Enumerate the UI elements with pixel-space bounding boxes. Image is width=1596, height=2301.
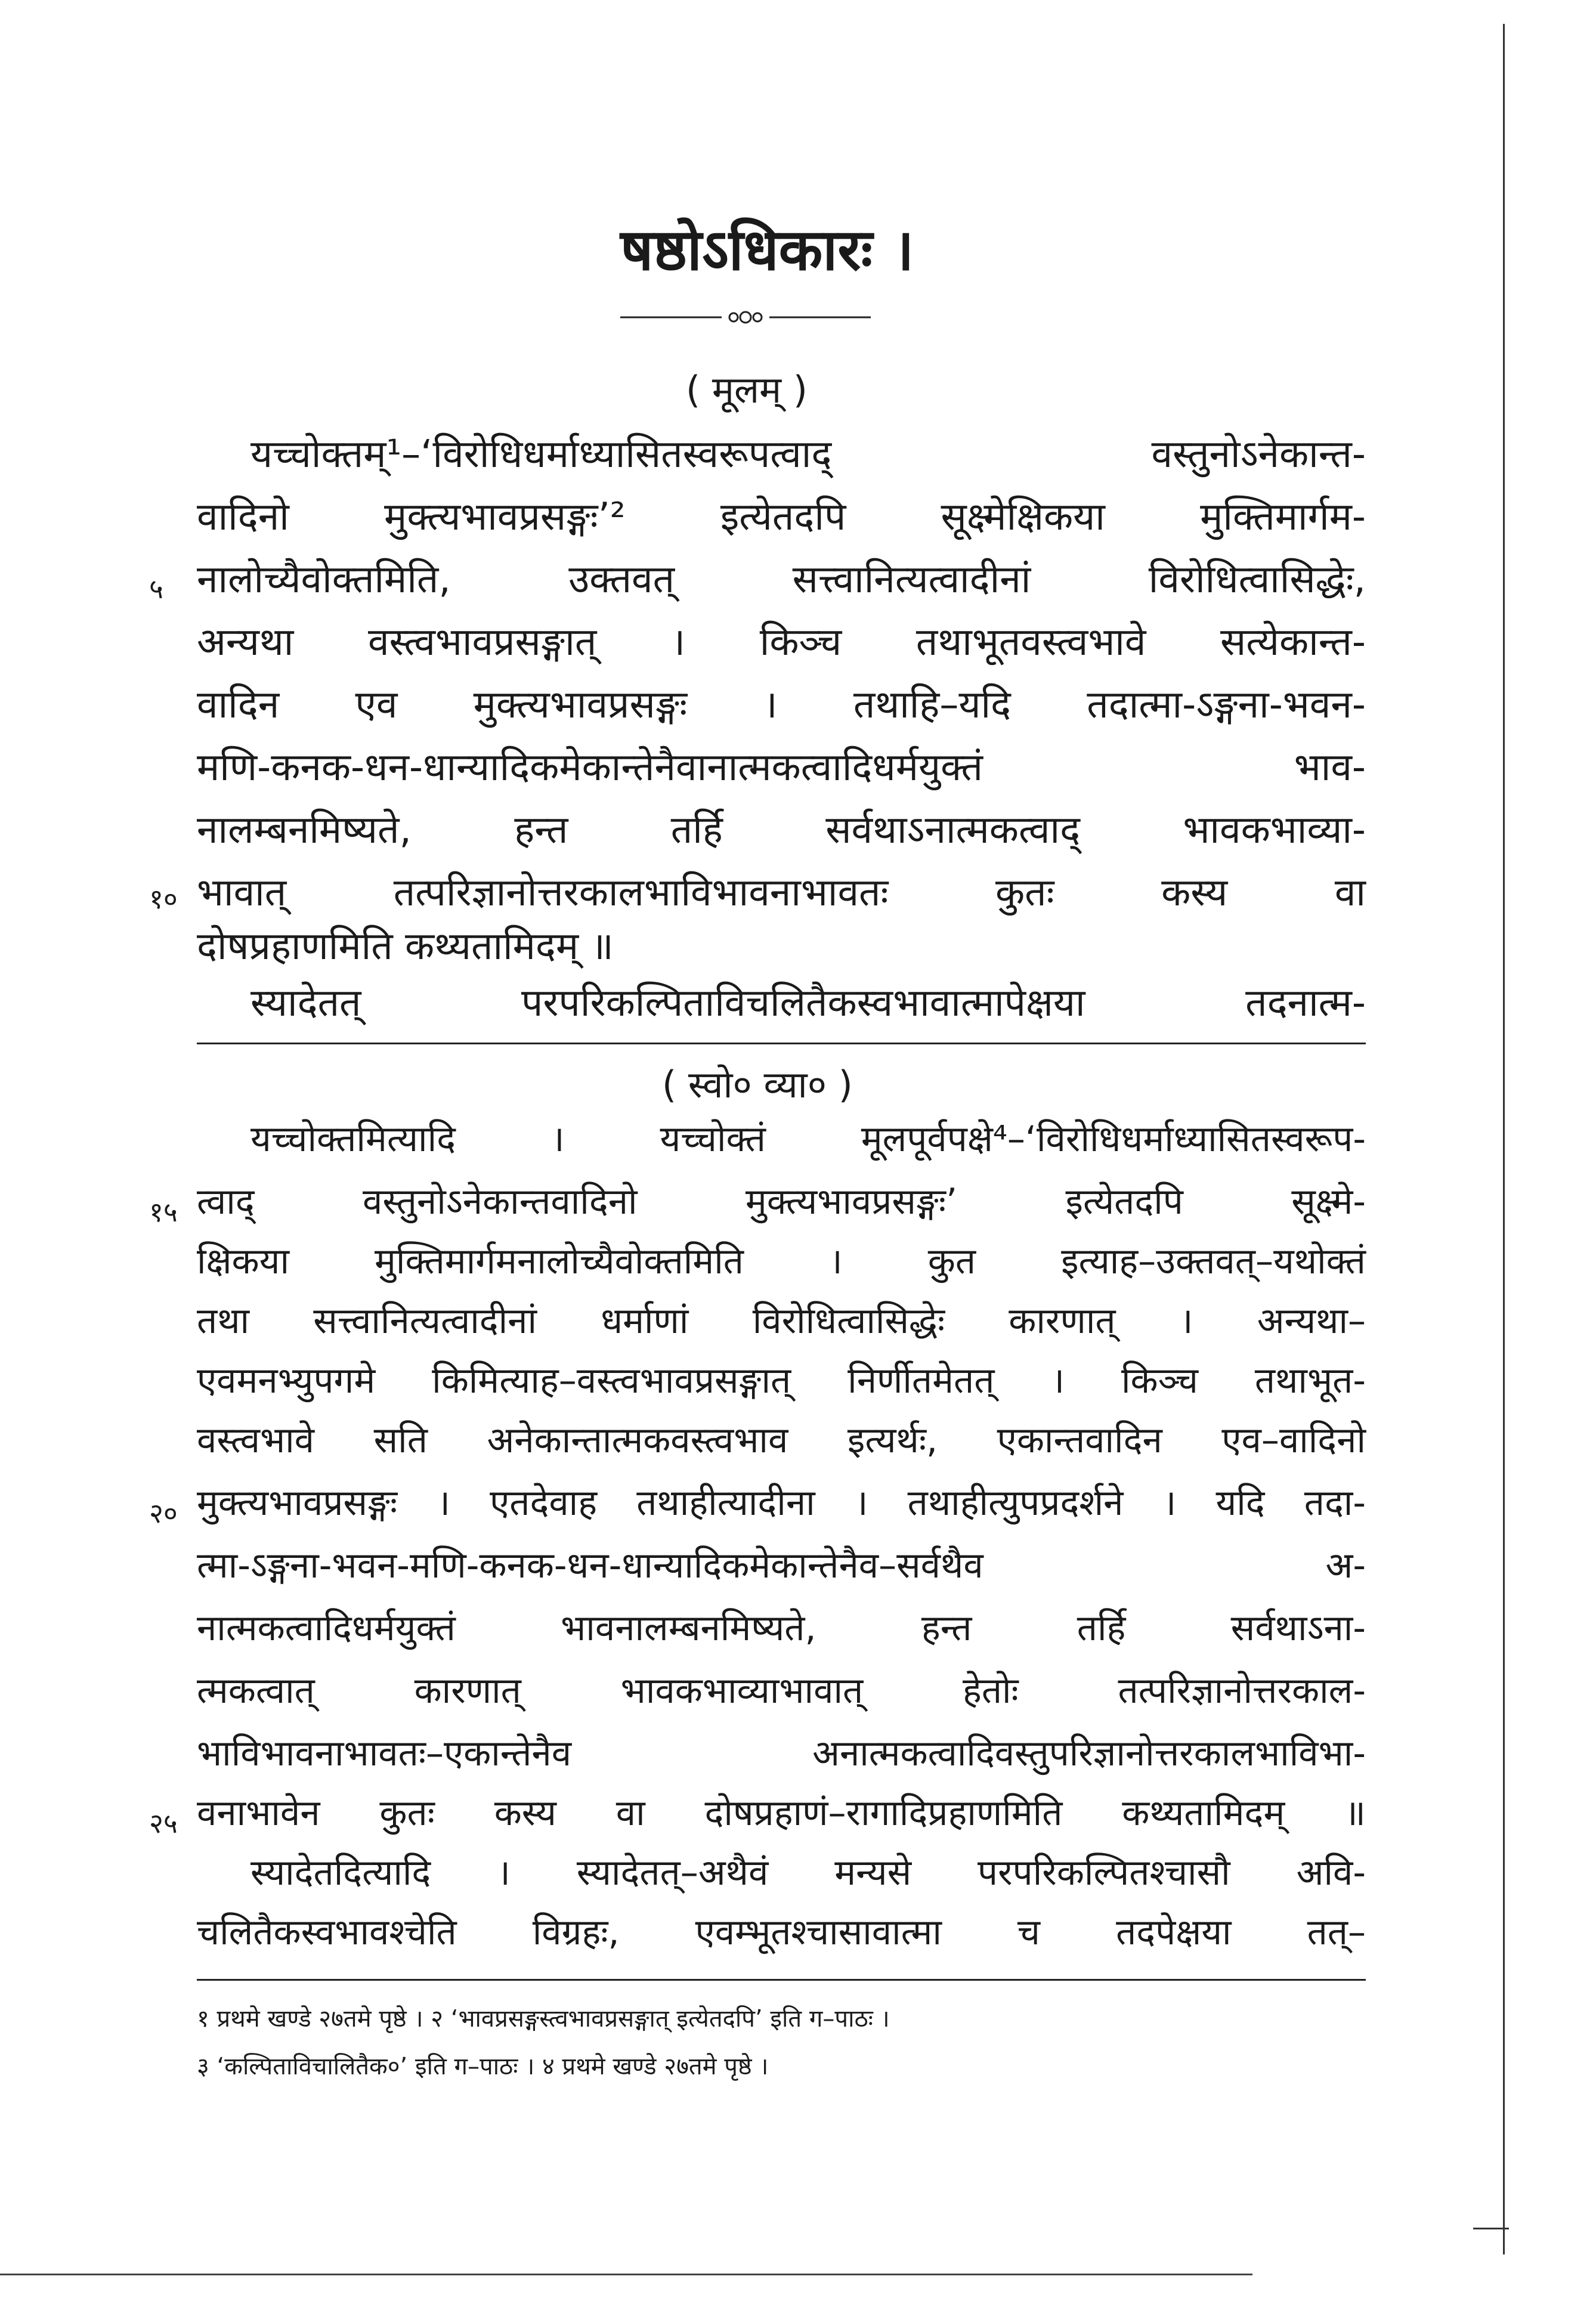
line-number: १० xyxy=(149,883,178,915)
commentary-line: भाविभावनाभावतः–एकान्तेनैव अनात्मकत्वादिवस्तुपरिज्ञानोत्तरकालभाविभा- xyxy=(197,1733,1366,1774)
line-number: १५ xyxy=(149,1196,178,1228)
commentary-heading: ( स्वो० व्या० ) xyxy=(662,1063,853,1106)
section-rule xyxy=(197,1043,1366,1044)
mulam-heading: ( मूलम् ) xyxy=(686,368,808,412)
mulam-line: स्यादेतत् परपरिकल्पिताविचलितैकस्वभावात्मापेक्षया तदनात्म- xyxy=(250,981,1366,1025)
line-number: २० xyxy=(149,1497,178,1529)
page-edge-bottom xyxy=(0,2274,1252,2275)
page-edge-right xyxy=(1503,24,1505,2254)
footnote-line: १ प्रथमे खण्डे २७तमे पृष्ठे । २ ‘भावप्रसङ्गस्त्वभावप्रसङ्गात् इत्येतदपि’ इति ग–पाठः । xyxy=(197,2005,890,2033)
mulam-line: यच्चोक्तम्¹–‘विरोधिधर्माध्यासितस्वरूपत्वाद् वस्तुनोऽनेकान्त- xyxy=(250,432,1366,477)
commentary-line: वनाभावेन कुतः कस्य वा दोषप्रहाणं–रागादिप्रहाणमिति कथ्यतामिदम् ॥ xyxy=(197,1792,1366,1834)
commentary-line: क्षिकया मुक्तिमार्गमनालोच्यैवोक्तमिति । कुत इत्याह–उक्तवत्–यथोक्तं xyxy=(197,1241,1366,1282)
chapter-title: षष्ठोऽधिकारः । xyxy=(620,217,914,283)
commentary-line: स्यादेतदित्यादि । स्यादेतत्–अथैवं मन्यसे परपरिकल्पितश्चासौ अवि- xyxy=(250,1852,1366,1894)
commentary-line: त्मा-ऽङ्गना-भवन-मणि-कनक-धन-धान्यादिकमेकान्तेनैव–सर्वथैव अ- xyxy=(197,1545,1366,1586)
mulam-line: मणि-कनक-धन-धान्यादिकमेकान्तेनैवानात्मकत्वादिधर्मयुक्तं भाव- xyxy=(197,746,1366,790)
commentary-line: वस्त्वभावे सति अनेकान्तात्मकवस्त्वभाव इत्यर्थः, एकान्तवादिन एव–वादिनो xyxy=(197,1419,1366,1461)
commentary-line: तथा सत्त्वानित्यत्वादीनां धर्माणां विरोधित्वासिद्धेः कारणात् । अन्यथा– xyxy=(197,1300,1366,1342)
commentary-line: त्वाद् वस्तुनोऽनेकान्तवादिनो मुक्त्यभावप्रसङ्गः’ इत्येतदपि सूक्ष्मे- xyxy=(197,1181,1366,1223)
commentary-line: नात्मकत्वादिधर्मयुक्तं भावनालम्बनमिष्यते, हन्त तर्हि सर्वथाऽना- xyxy=(197,1607,1366,1649)
mulam-line: नालोच्यैवोक्तमिति, उक्तवत् सत्त्वानित्यत्वादीनां विरोधित्वासिद्धेः, xyxy=(197,558,1366,602)
mulam-line: दोषप्रहाणमिति कथ्यतामिदम् ॥ xyxy=(197,924,614,969)
mulam-line: नालम्बनमिष्यते, हन्त तर्हि सर्वथाऽनात्मकत्वाद् भावकभाव्या- xyxy=(197,808,1366,852)
commentary-line: यच्चोक्तमित्यादि । यच्चोक्तं मूलपूर्वपक्षे⁴–‘विरोधिधर्माध्यासितस्वरूप- xyxy=(250,1118,1366,1160)
commentary-line: एवमनभ्युपगमे किमित्याह–वस्त्वभावप्रसङ्गात् निर्णीतमेतत् । किञ्च तथाभूत- xyxy=(197,1360,1366,1402)
commentary-line: चलितैकस्वभावश्चेति विग्रहः, एवम्भूतश्चासावात्मा च तदपेक्षया तत्– xyxy=(197,1912,1366,1953)
mulam-line: अन्यथा वस्त्वभावप्रसङ्गात् । किञ्च तथाभूतवस्त्वभावे सत्येकान्त- xyxy=(197,620,1366,664)
footnote-line: ३ ‘कल्पिताविचालितैक०’ इति ग–पाठः । ४ प्रथमे खण्डे २७तमे पृष्ठे । xyxy=(197,2053,769,2080)
mulam-line: वादिन एव मुक्त्यभावप्रसङ्गः । तथाहि–यदि तदात्मा-ऽङ्गना-भवन- xyxy=(197,683,1366,727)
title-ornament xyxy=(620,310,871,324)
mulam-line: वादिनो मुक्त्यभावप्रसङ्गः’² इत्येतदपि सूक्ष्मेक्षिकया मुक्तिमार्गम- xyxy=(197,495,1366,539)
line-number: ५ xyxy=(149,573,163,605)
commentary-line: त्मकत्वात् कारणात् भावकभाव्याभावात् हेतोः तत्परिज्ञानोत्तरकाल- xyxy=(197,1670,1366,1712)
footnote-rule xyxy=(197,1979,1366,1981)
page-edge-tick xyxy=(1473,2228,1509,2229)
mulam-line: भावात् तत्परिज्ञानोत्तरकालभाविभावनाभावतः कुतः कस्य वा xyxy=(197,871,1366,915)
commentary-line: मुक्त्यभावप्रसङ्गः । एतदेवाह तथाहीत्यादीना । तथाहीत्युपप्रदर्शने । यदि तदा- xyxy=(197,1482,1366,1524)
line-number: २५ xyxy=(149,1807,178,1839)
